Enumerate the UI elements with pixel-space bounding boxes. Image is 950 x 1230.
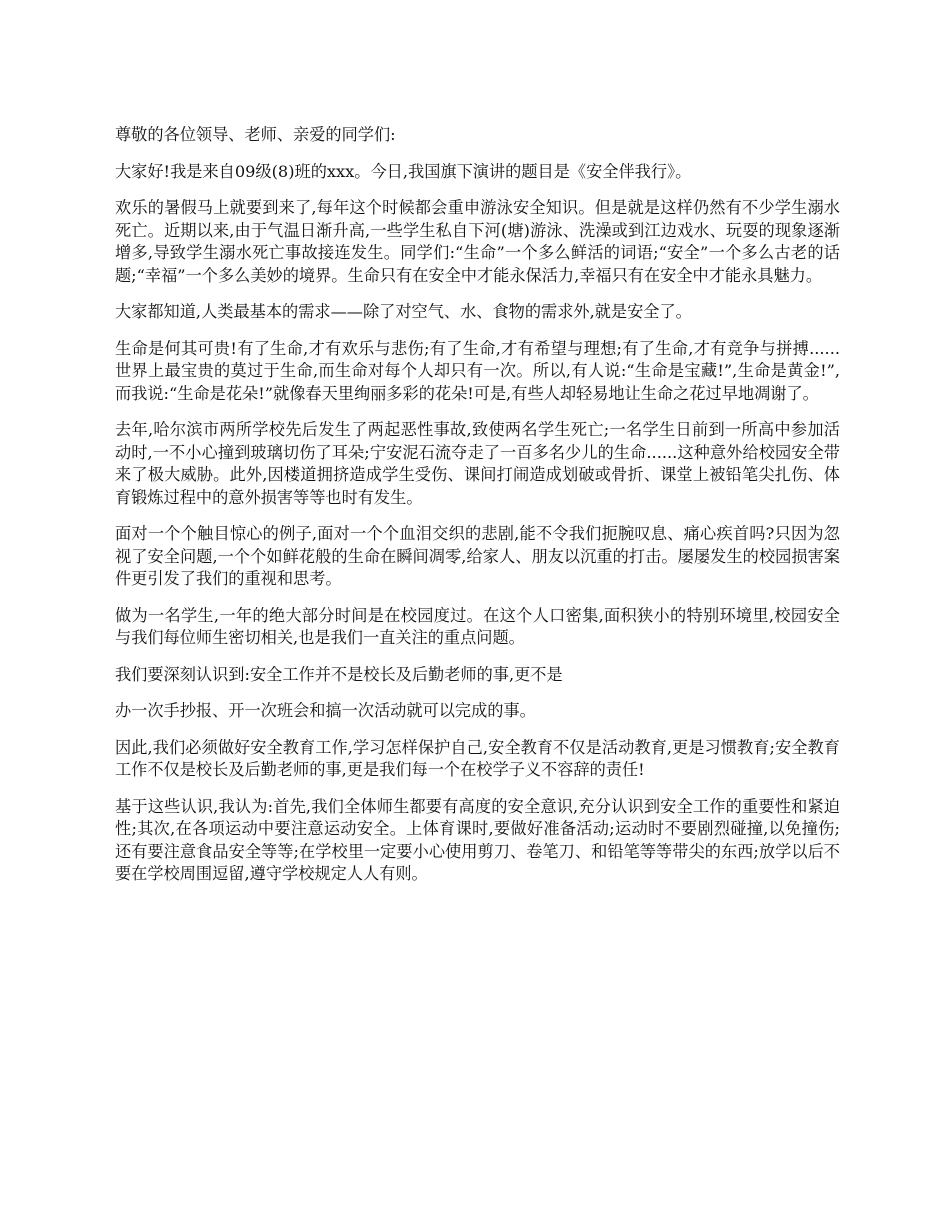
greeting-paragraph: 尊敬的各位领导、老师、亲爱的同学们: <box>115 125 396 144</box>
activities-paragraph: 办一次手抄报、开一次班会和搞一次活动就可以完成的事。 <box>115 701 536 720</box>
summer-safety-paragraph: 欢乐的暑假马上就要到来了,每年这个时候都会重申游泳安全知识。但是就是这样仍然有不少学生溺水死亡。近期以来,由于气温日渐升高,一些学生私自下河(塘)游泳、洗澡或到江边戏水、玩耍的现象逐渐增多,导致学生溺水死亡事故接连发生。同学们:“生命”一个多么鲜活的词语;“安全”一个多么古老的话题;“幸福”一个多么美妙的境界。生命只有在安全中才能永保活力,幸福只有在安全中才能永具魅力。 <box>115 198 840 285</box>
intro-paragraph: 大家好!我是来自09级(8)班的xxx。今日,我国旗下演讲的题目是《安全伴我行》。 <box>115 161 692 181</box>
recommendations-paragraph: 基于这些认识,我认为:首先,我们全体师生都要有高度的安全意识,充分认识到安全工作的重要性和紧迫性;其次,在各项运动中要注意运动安全。上体育课时,要做好准备活动;运动时不要剧烈碰撞,以免撞伤;还有要注意食品安全等等;在学校里一定要小心使用剪刀、卷笔刀、和铅笔等等带尖的东西;放学以后不要在学校周围逗留,遵守学校规定人人有则。 <box>115 796 840 883</box>
education-paragraph: 因此,我们必须做好安全教育工作,学习怎样保护自己,安全教育不仅是活动教育,更是习惯教育;安全教育工作不仅是校长及后勤老师的事,更是我们每一个在校学子义不容辞的责任! <box>115 737 840 779</box>
awareness-paragraph: 我们要深刻认识到:安全工作并不是校长及后勤老师的事,更不是 <box>115 664 563 684</box>
document-body <box>115 124 840 900</box>
value-of-life-paragraph: 生命是何其可贵!有了生命,才有欢乐与悲伤;有了生命,才有希望与理想;有了生命,才有竞争与拼搏......世界上最宝贵的莫过于生命,而生命对每个人却只有一次。所以,有人说:“生命是宝藏!”,生命是黄金!”,而我说:“生命是花朵!”就像春天里绚丽多彩的花朵!可是,有些人却轻易地让生命之花过早地凋谢了。 <box>115 338 840 403</box>
campus-safety-paragraph: 做为一名学生,一年的绝大部分时间是在校园度过。在这个人口密集,面积狭小的特别环境里,校园安全与我们每位师生密切相关,也是我们一直关注的重点问题。 <box>115 605 840 647</box>
tragedies-paragraph: 面对一个个触目惊心的例子,面对一个个血泪交织的悲剧,能不令我们扼腕叹息、痛心疾首吗?只因为忽视了安全问题,一个个如鲜花般的生命在瞬间凋零,给家人、朋友以沉重的打击。屡屡发生的校园损害案件更引发了我们的重视和思考。 <box>115 524 840 588</box>
accidents-paragraph: 去年,哈尔滨市两所学校先后发生了两起恶性事故,致使两名学生死亡;一名学生日前到一所高中参加活动时,一不小心撞到玻璃切伤了耳朵;宁安泥石流夺走了一百多名少儿的生命......这种意外给校园安全带来了极大威胁。此外,因楼道拥挤造成学生受伤、课间打闹造成划破或骨折、课堂上被铅笔尖扎伤、体育锻炼过程中的意外损害等等也时有发生。 <box>115 420 840 507</box>
basic-needs-paragraph: 大家都知道,人类最基本的需求——除了对空气、水、食物的需求外,就是安全了。 <box>115 302 692 321</box>
